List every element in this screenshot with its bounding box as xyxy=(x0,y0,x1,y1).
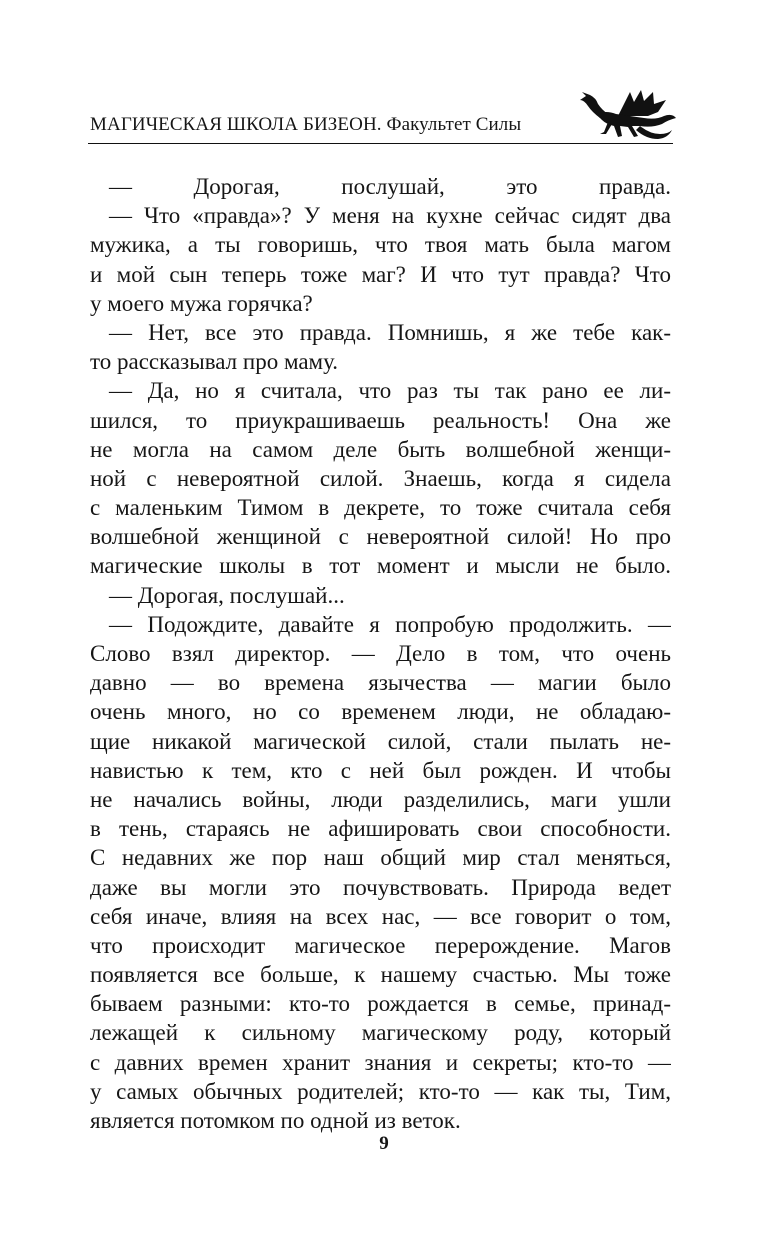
text-line: бываем разными: кто-то рождается в семье, принад- xyxy=(90,991,671,1017)
text-line: — Да, но я считала, что раз ты так рано ее ли- xyxy=(109,378,671,404)
text-line: магические школы в тот момент и мысли не было. xyxy=(90,553,671,579)
text-line: навистью к тем, кто с ней был рожден. И чтобы xyxy=(90,757,671,783)
text-line: — Дорогая, послушай... xyxy=(109,582,345,608)
dragon-icon xyxy=(578,86,678,146)
text-line: мужика, а ты говоришь, что твоя мать была магом xyxy=(90,232,671,258)
text-line: и мой сын теперь тоже маг? И что тут правда? Что xyxy=(90,261,671,287)
text-line: не могла на самом деле быть волшебной женщи- xyxy=(90,436,671,462)
text-line: С недавних же пор наш общий мир стал меняться, xyxy=(90,845,671,871)
running-title: МАГИЧЕСКАЯ ШКОЛА БИЗЕОН. Факультет Силы xyxy=(90,114,522,135)
text-line: очень много, но со временем люди, не обладаю- xyxy=(90,699,671,725)
text-line: у самых обычных родителей; кто-то — как ты, Тим, xyxy=(90,1078,671,1104)
text-line: — Дорогая, послушай, это правда. xyxy=(109,174,671,199)
header-rule xyxy=(88,143,673,144)
text-line: — Что «правда»? У меня на кухне сейчас сидят два xyxy=(109,203,671,229)
text-line: щие никакой магической силой, стали пылать не- xyxy=(90,728,671,754)
text-line: лежащей к сильному магическому роду, который xyxy=(90,1020,671,1046)
text-line: — Подождите, давайте я попробую продолжить. — xyxy=(109,611,671,637)
text-line: себя иначе, влияя на всех нас, — все говорит о том, xyxy=(90,903,671,929)
text-line: то рассказывал про маму. xyxy=(90,349,339,375)
text-line: ной с невероятной силой. Знаешь, когда я сидела xyxy=(90,465,671,491)
text-line: в тень, стараясь не афишировать свои способности. xyxy=(90,816,671,842)
text-line: не начались войны, люди разделились, маги ушли xyxy=(90,786,671,812)
text-line: Слово взял директор. — Дело в том, что очень xyxy=(90,641,671,666)
page-number: 9 xyxy=(379,1133,389,1154)
text-line: с маленьким Тимом в декрете, то тоже считала себя xyxy=(90,495,671,521)
body-text xyxy=(90,172,671,1135)
text-line: волшебной женщиной с невероятной силой! Но про xyxy=(90,524,671,550)
text-line: с давних времен хранит знания и секреты; кто-то — xyxy=(90,1049,671,1075)
text-line: появляется все больше, к нашему счастью. Мы тоже xyxy=(90,962,671,988)
text-line: — Нет, все это правда. Помнишь, я же тебе как- xyxy=(109,319,671,345)
text-line: у моего мужа горячка? xyxy=(90,290,313,316)
text-line: что происходит магическое перерождение. Магов xyxy=(90,932,671,958)
text-line: давно — во времена язычества — магии было xyxy=(90,670,671,696)
text-line: является потомком по одной из веток. xyxy=(90,1108,461,1133)
text-line: даже вы могли это почувствовать. Природа ведет xyxy=(90,874,671,900)
text-line: шился, то приукрашиваешь реальность! Она же xyxy=(90,407,671,433)
